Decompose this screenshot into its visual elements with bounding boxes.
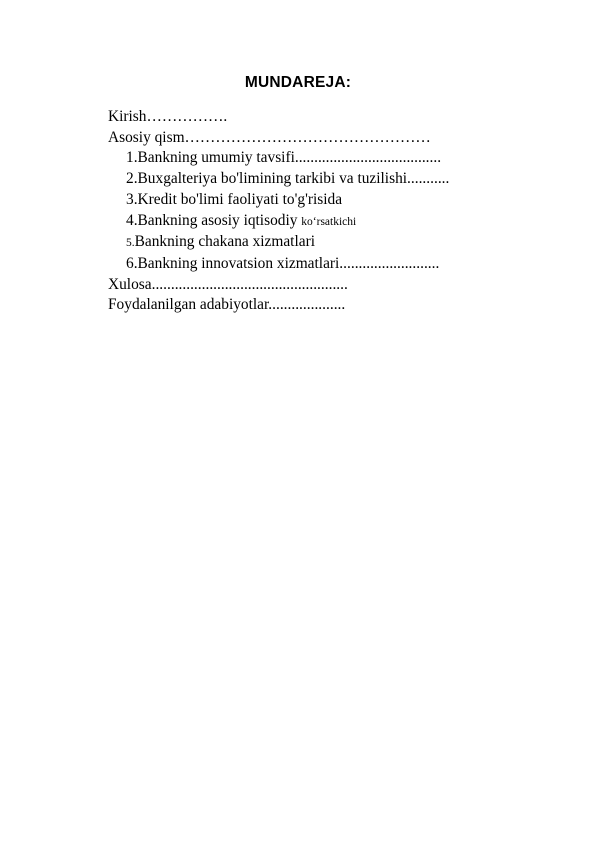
toc-item-6 xyxy=(108,254,528,275)
toc-item-text: Kirish……………. xyxy=(108,108,228,125)
toc-item-text: 1.Bankning umumiy tavsifi...................................... xyxy=(126,149,442,167)
toc-item-asosiy-qism xyxy=(108,128,528,149)
toc-item-xulosa xyxy=(108,275,528,296)
document-title: MUNDAREJA: xyxy=(244,74,352,91)
toc-item-adabiyotlar xyxy=(108,295,528,316)
toc-item-text: Asosiy qism………………………………………… xyxy=(108,128,431,146)
toc-item-text: 2.Buxgalteriya bo'limining tarkibi va tuzilishi........... xyxy=(126,170,450,188)
toc-item-text: 4.Bankning asosiy iqtisodiy xyxy=(126,211,302,229)
toc-item-text: Bankning chakana xizmatlari xyxy=(134,233,315,251)
toc-item-text-small: ko‘rsatkichi xyxy=(301,215,357,228)
toc-item-3 xyxy=(108,190,528,211)
toc-item-4 xyxy=(108,211,528,233)
toc-item-kirish xyxy=(108,107,528,128)
toc-item-number-small: 5. xyxy=(126,237,135,250)
toc-item-text: Xulosa................................................... xyxy=(108,275,348,293)
table-of-contents xyxy=(108,107,528,316)
toc-item-text: 6.Bankning innovatsion xizmatlari.......................... xyxy=(126,254,440,272)
toc-item-5 xyxy=(108,232,528,254)
toc-item-text: Foydalanilgan adabiyotlar.................... xyxy=(108,296,346,314)
toc-item-text: 3.Kredit bo'limi faoliyati to'g'risida xyxy=(126,190,343,208)
toc-item-1 xyxy=(108,148,528,169)
toc-item-2 xyxy=(108,169,528,190)
